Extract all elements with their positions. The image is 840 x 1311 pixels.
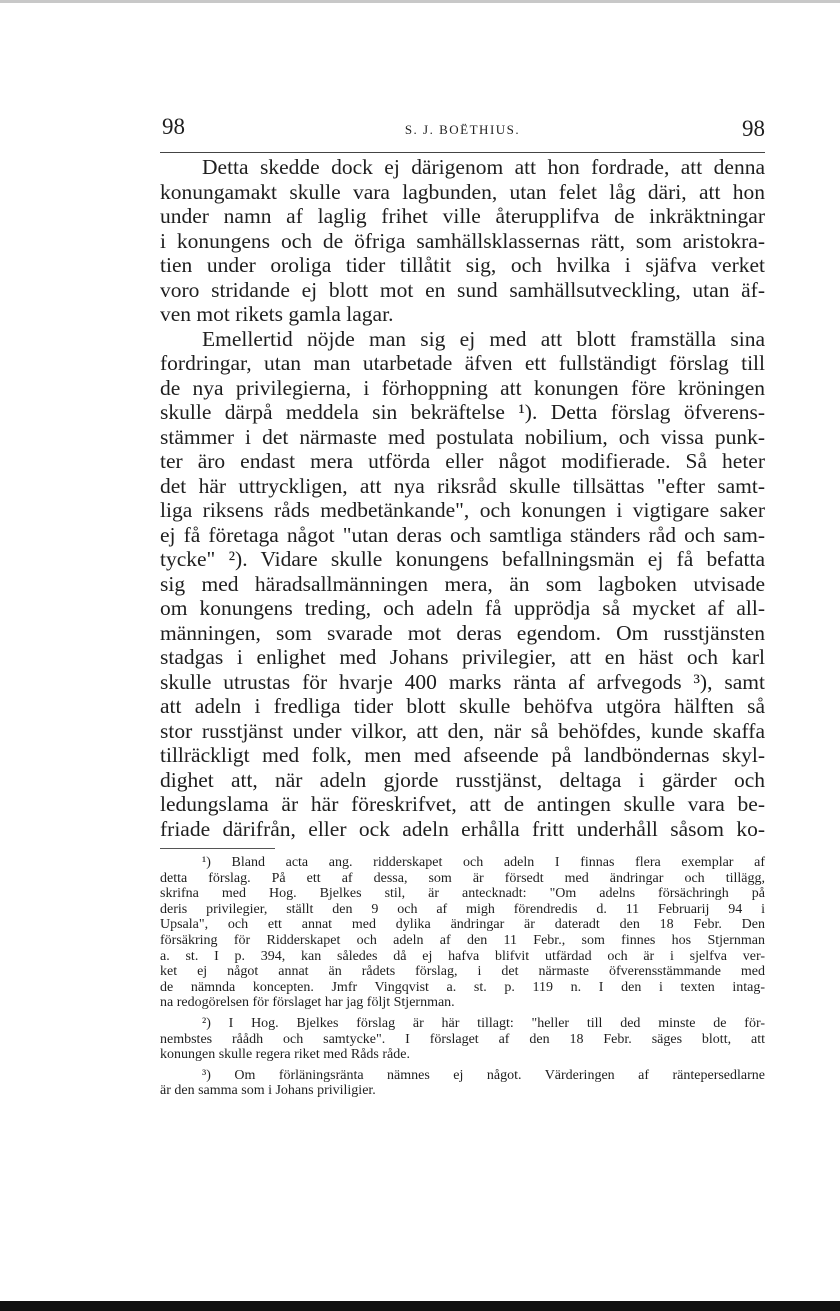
text-line: Detta skedde dock ej därigenom att hon fordrade, att denna bbox=[202, 155, 765, 179]
footnote-line: Upsala", och ett annat med dylika ändringar är dateradt den 18 Febr. Den bbox=[160, 917, 765, 933]
header-rule bbox=[160, 152, 765, 153]
text-line: friade därifrån, eller ock adeln erhålla fritt underhåll såsom ko- bbox=[160, 816, 765, 841]
text-line: voro stridande ej blott mot en sund samhällsutveckling, utan äf- bbox=[160, 277, 765, 302]
text-line: Emellertid nöjde man sig ej med att blott framställa sina bbox=[202, 326, 765, 351]
text-line: fordringar, utan man utarbetade äfven ett fullständigt förslag till bbox=[160, 351, 765, 375]
text-line: dighet att, när adeln gjorde russtjänst, deltaga i gärder och bbox=[160, 767, 765, 792]
text-line: tillräckligt med folk, men med afseende på landböndernas skyl- bbox=[160, 743, 765, 767]
main-text bbox=[160, 155, 765, 1099]
page-number-left: 98 bbox=[162, 114, 185, 139]
page-header bbox=[160, 112, 765, 152]
text-line: tycke" ²). Vidare skulle konungens befallningsmän ej få befatta bbox=[160, 547, 765, 571]
text-line: tien under oroliga tider tillåtit sig, och hvilka i sjäfva verket bbox=[160, 253, 765, 277]
footnote-line: ³) Om förläningsränta nämnes ej något. Värderingen af räntepersedlarne bbox=[202, 1067, 765, 1083]
text-line: stadgas i enlighet med Johans privilegier, att en häst och karl bbox=[160, 645, 765, 669]
footnote-line: detta förslag. På ett af dessa, som är försedt med ändringar och tillägg, bbox=[160, 870, 765, 886]
page-number-right: 98 bbox=[742, 116, 765, 141]
footnote-line: ket ej något annat än rådets förslag, i det närmaste öfverensstämmande med bbox=[160, 964, 765, 980]
text-line: skulle utrustas för hvarje 400 marks ränta af arfvegods ³), samt bbox=[160, 669, 765, 694]
text-line: ter äro endast mera utförda eller något modifierade. Så heter bbox=[160, 449, 765, 473]
scan-bottom-edge bbox=[0, 1301, 840, 1311]
text-line: ven mot rikets gamla lagar. bbox=[160, 302, 394, 326]
footnote-line: na redogörelsen för förslaget har jag följt Stjernman. bbox=[160, 995, 455, 1011]
footnote-line: deris privilegier, ställt den 9 och af migh förendredis d. 11 Februarij 94 i bbox=[160, 901, 765, 917]
running-title: S. J. BOËTHIUS. bbox=[404, 122, 521, 137]
footnote-line: försäkring för Ridderskapet och adeln af den 11 Febr., som finnes hos Stjernman bbox=[160, 932, 765, 948]
text-line: det här uttryckligen, att nya riksråd skulle tillsättas "efter samt- bbox=[160, 473, 765, 498]
text-line: liga riksens råds medbetänkande", och konungen i vigtigare saker bbox=[160, 498, 765, 522]
text-line: skulle därpå meddela sin bekräftelse ¹). Detta förslag öfverens- bbox=[160, 400, 765, 424]
footnote-line: ¹) Bland acta ang. ridderskapet och adeln I finnas flera exemplar af bbox=[202, 855, 765, 870]
footnote-line: nembstes råådh och samtycke". I förslaget af den 18 Febr. säges blott, att bbox=[160, 1031, 765, 1047]
footnote-line: konungen skulle regera riket med Råds råde. bbox=[160, 1047, 410, 1063]
footnote-line: a. st. I p. 394, kan således då ej hafva blifvit utfärdad och är i sjelfva ver- bbox=[160, 948, 765, 964]
text-line: stämmer i det närmaste med postulata nobilium, och vissa punk- bbox=[160, 424, 765, 449]
text-line: om konungens treding, och adeln få upprödja så mycket af all- bbox=[160, 596, 765, 620]
footnote-line: de nämnda koncepten. Jmfr Vingqvist a. st. p. 119 n. I den i texten intag- bbox=[160, 979, 765, 995]
text-line: sig med häradsallmänningen mera, än som lagboken utvisade bbox=[160, 571, 765, 596]
text-line: männingen, som svarade mot deras egendom. Om russtjänsten bbox=[160, 620, 765, 645]
text-line: konungamakt skulle vara lagbunden, utan felet låg däri, att hon bbox=[160, 179, 765, 204]
text-line: ledungslama är här föreskrifvet, att de antingen skulle vara be- bbox=[160, 792, 765, 816]
text-line: under namn af laglig frihet ville återupplifva de inkräktningar bbox=[160, 204, 765, 228]
text-line: ej få företaga något "utan deras och samtliga ständers råd och sam- bbox=[160, 522, 765, 547]
text-line: de nya privilegierna, i förhoppning att konungen före kröningen bbox=[160, 375, 765, 400]
text-line: att adeln i fredliga tider blott skulle behöfva utgöra hälften så bbox=[160, 694, 765, 718]
footnote-line: ²) I Hog. Bjelkes förslag är här tillagt: "heller till ded minste de för- bbox=[202, 1015, 765, 1031]
text-line: stor russtjänst under vilkor, att den, när så behöfdes, kunde skaffa bbox=[160, 718, 765, 743]
scan-top-edge bbox=[0, 0, 840, 3]
footnote-line: är den samma som i Johans priviligier. bbox=[160, 1083, 376, 1099]
text-line: i konungens och de öfriga samhällsklassernas rätt, som aristokra- bbox=[160, 228, 765, 253]
footnote-line: skrifna med Hog. Bjelkes stil, är antecknadt: "Om adelns försächringh på bbox=[160, 886, 765, 902]
footnote-rule bbox=[160, 848, 275, 849]
